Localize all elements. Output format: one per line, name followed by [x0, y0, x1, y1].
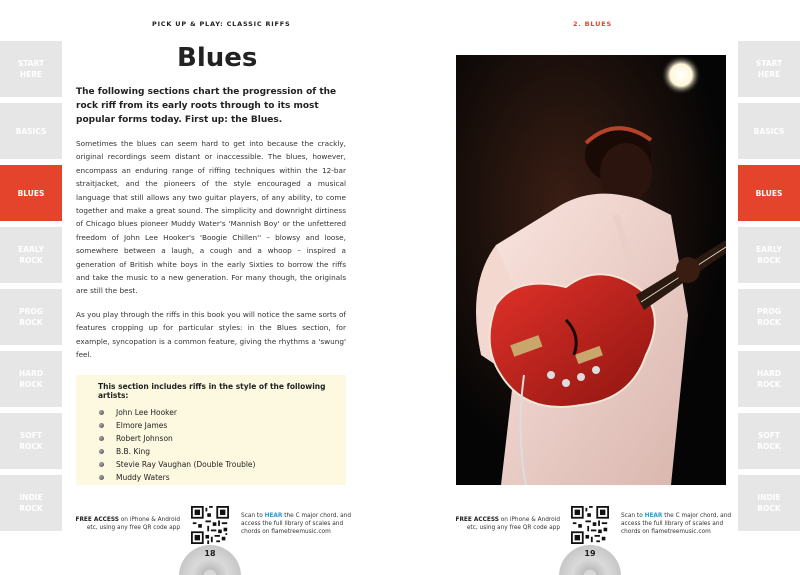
qr-code-icon-right[interactable] — [571, 506, 609, 544]
artist-item: Stevie Ray Vaughan (Double Trouble) — [98, 458, 346, 471]
running-head-right: 2. BLUES — [573, 20, 612, 28]
tab-hard-rock-right[interactable]: HARD ROCK — [738, 351, 800, 407]
tab-start-here-right[interactable]: START HERE — [738, 41, 800, 97]
tab-indie-rock-right[interactable]: INDIE ROCK — [738, 475, 800, 531]
artist-item: Elmore James — [98, 419, 346, 432]
tab-basics-right[interactable]: BASICS — [738, 103, 800, 159]
artist-item: B.B. King — [98, 445, 346, 458]
tab-indie-rock[interactable]: INDIE ROCK — [0, 475, 62, 531]
artist-item: John Lee Hooker — [98, 406, 346, 419]
tab-blues-right[interactable]: BLUES — [738, 165, 800, 221]
page-title: Blues — [177, 43, 258, 73]
footer-access-left: FREE ACCESS on iPhone & Android etc, using any free QR code app — [75, 517, 180, 531]
body-paragraph-2: As you play through the riffs in this book you will notice the same sorts of features cropping up for particular styles: in the Blues section, for example, syncopation is a common feature, giving the rhythms a 'swung' feel. — [76, 310, 346, 360]
footer-scan-left: Scan to HEAR the C major chord, and access the full library of scales and chords on flametreemusic.com — [241, 513, 352, 535]
running-head-left: PICK UP & PLAY: CLASSIC RIFFS — [152, 20, 291, 28]
tab-early-rock[interactable]: EARLY ROCK — [0, 227, 62, 283]
page-number-right: 19 — [584, 549, 596, 558]
tab-start-here[interactable]: START HERE — [0, 41, 62, 97]
artist-item: Robert Johnson — [98, 432, 346, 445]
footer-scan-right: Scan to HEAR the C major chord, and access the full library of scales and chords on flametreemusic.com — [621, 513, 732, 535]
artist-list-heading: This section includes riffs in the style of the following artists: — [98, 382, 326, 400]
tab-soft-rock-right[interactable]: SOFT ROCK — [738, 413, 800, 469]
tab-hard-rock[interactable]: HARD ROCK — [0, 351, 62, 407]
artist-item: Muddy Waters — [98, 471, 346, 484]
body-paragraph-1: Sometimes the blues can seem hard to get into because the crackly, original recordings seem distant or inaccessible. The blues, however, encompass an enduring range of riffing techniques within the 12-bar straitjacket, and the pioneers of the style encouraged a musical language that still allows any two guitar players, of any ability, to come together and make a great sound. The simplicity and downright dirtiness of Chicago blues pioneer Muddy Water's 'Mannish Boy' or the unfettered freedom of John Lee Hooker's 'Boogie Chillen'' – blowsy and loose, somewhere between a laugh, a cough and a whoop – inspired a generation of British white boys in the early Sixties to borrow the riffs and take the music to a new generation. For many though, the originals are still the best. — [76, 139, 346, 296]
qr-code-icon[interactable] — [191, 506, 229, 544]
artist-list — [98, 406, 346, 484]
bb-king-photo — [456, 55, 726, 485]
artist-list-box — [76, 375, 346, 485]
tab-blues[interactable]: BLUES — [0, 165, 62, 221]
footer-access-right: FREE ACCESS on iPhone & Android etc, using any free QR code app — [455, 517, 560, 531]
tab-early-rock-right[interactable]: EARLY ROCK — [738, 227, 800, 283]
tab-prog-rock[interactable]: PROG ROCK — [0, 289, 62, 345]
intro-paragraph: The following sections chart the progression of the rock riff from its early roots through to its most popular forms today. First up: the Blues. — [76, 87, 337, 125]
tab-soft-rock[interactable]: SOFT ROCK — [0, 413, 62, 469]
page-number-left: 18 — [204, 549, 216, 558]
tab-basics[interactable]: BASICS — [0, 103, 62, 159]
tab-prog-rock-right[interactable]: PROG ROCK — [738, 289, 800, 345]
